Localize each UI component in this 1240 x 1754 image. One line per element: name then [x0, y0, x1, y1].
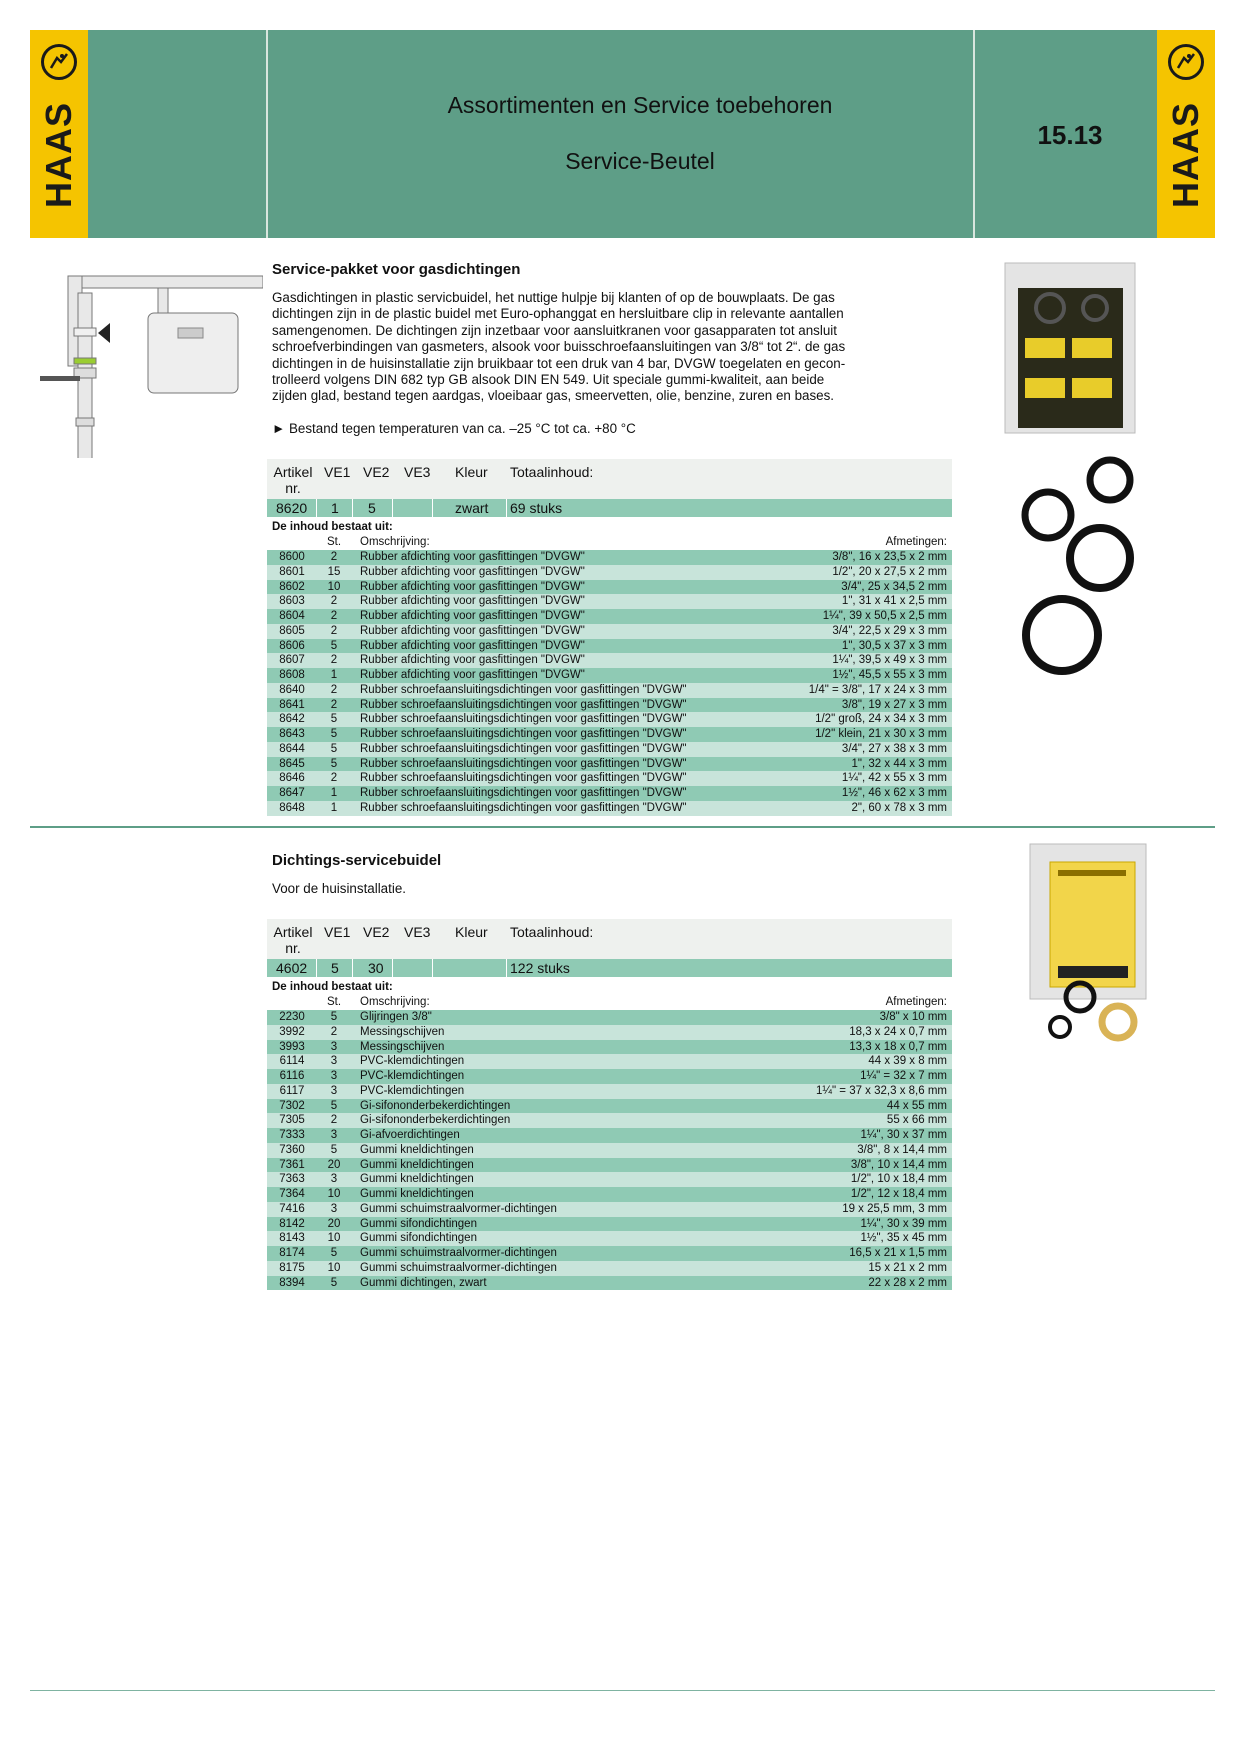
- cell-art: 6114: [279, 1055, 305, 1068]
- cell-desc: Rubber schroefaansluitingsdichtingen voor gasfittingen "DVGW": [360, 713, 687, 726]
- cell-desc: Rubber schroefaansluitingsdichtingen voor gasfittingen "DVGW": [360, 772, 687, 785]
- page-subtitle: Service-Beutel: [565, 148, 715, 174]
- cell-art: 6117: [279, 1084, 305, 1097]
- cell-dim: 1/2", 10 x 18,4 mm: [850, 1173, 947, 1186]
- section2-contents-table: [267, 1010, 952, 1290]
- cell-st: 3: [330, 1129, 338, 1141]
- cell-st: 10: [327, 1261, 341, 1274]
- table-row: [267, 1276, 952, 1291]
- cell-st: 20: [327, 1158, 341, 1171]
- cell-art: 8600: [279, 551, 305, 563]
- cell-art: 8607: [279, 654, 305, 667]
- footer-rule: [30, 1690, 1215, 1691]
- cell-dim: 1¼", 30 x 39 mm: [860, 1217, 947, 1230]
- cell-dim: 3/8", 8 x 14,4 mm: [857, 1143, 947, 1156]
- cell-desc: Rubber afdichting voor gasfittingen "DVGW": [360, 595, 585, 608]
- cell-st: 5: [330, 639, 338, 652]
- table-row: [267, 1158, 952, 1173]
- cell-dim: 3/4", 27 x 38 x 3 mm: [841, 742, 947, 755]
- cell-desc: Rubber afdichting voor gasfittingen "DVGW": [360, 551, 585, 563]
- cell-desc: Gummi schuimstraalvormer-dichtingen: [360, 1261, 557, 1274]
- cell-dim: 55 x 66 mm: [886, 1114, 947, 1127]
- cell-dim: 44 x 55 mm: [886, 1099, 947, 1112]
- cell-dim: 1/2", 12 x 18,4 mm: [850, 1188, 947, 1200]
- cell-dim: 22 x 28 x 2 mm: [868, 1276, 947, 1289]
- page-header: [30, 30, 1215, 238]
- cell-st: 2: [330, 1114, 338, 1127]
- cell-dim: 1½", 45,5 x 55 x 3 mm: [832, 669, 947, 681]
- cell-desc: Rubber schroefaansluitingsdichtingen voor gasfittingen "DVGW": [360, 728, 687, 740]
- section1-description: Gasdichtingen in plastic servicbuidel, het nuttige hulpje bij klanten of op de bouwplaats. De gas dichtingen zijn in de plastic buidel met Euro-ophanggat en hersluitbare clip in relevante aantallen samengenomen. De dichtingen zijn inzetbaar voor aansluitkranen voor gasapparaten tot ansluit schroefverbindingen van gasmeters, alsook voor buisschroefaansluitingen van 3/8“ tot 2“. de gas dichtingen in de huisinstallatie zijn bruikbaar tot een druk van 4 bar, DVGW toegelaten en gecon- trolleerd volgens DIN 682 typ GB alsook DIN EN 549. Uit speciale gummi-kwaliteit, aan beide zijden glad, bestand tegen aardgas, vloeibaar gas, smeervetten, olie, benzine, zuren en bases.: [272, 290, 846, 404]
- cell-dim: 1/2", 20 x 27,5 x 2 mm: [832, 565, 947, 578]
- cell-st: 5: [330, 728, 338, 740]
- table-row: [267, 786, 952, 801]
- cell-st: 2: [330, 698, 338, 711]
- table-row: [267, 1010, 952, 1025]
- service-bag-image: [1028, 842, 1148, 1052]
- table-row: [267, 1202, 952, 1217]
- cell-dim: 3/8" x 10 mm: [879, 1011, 947, 1023]
- cell-art: 8603: [279, 595, 305, 608]
- cell-dim: 3/4", 25 x 34,5 2 mm: [841, 580, 947, 593]
- table-row: [267, 1128, 952, 1143]
- section-divider: [30, 826, 1215, 828]
- cell-art: 8142: [279, 1217, 305, 1230]
- cell-desc: Rubber afdichting voor gasfittingen "DVGW": [360, 565, 585, 578]
- gas-seal-bag-image: [1000, 258, 1140, 438]
- cell-art: 3993: [279, 1040, 305, 1053]
- cell-st: 2: [330, 772, 338, 785]
- cell-desc: Gummi kneldichtingen: [360, 1188, 474, 1200]
- cell-dim: 1/2" groß, 24 x 34 x 3 mm: [815, 713, 947, 726]
- cell-art: 8643: [279, 728, 305, 740]
- cell-art: 7363: [279, 1173, 305, 1186]
- cell-dim: 1/4" = 3/8", 17 x 24 x 3 mm: [808, 683, 947, 696]
- table-row: [267, 1261, 952, 1276]
- cell-dim: 1/2" klein, 21 x 30 x 3 mm: [815, 728, 947, 740]
- section2-description: Voor de huisinstallatie.: [272, 881, 406, 896]
- table-row: [267, 624, 952, 639]
- cell-art: 8605: [279, 624, 305, 637]
- cell-art: 8644: [279, 742, 305, 755]
- table-row: [267, 1172, 952, 1187]
- logo-text: HAAS: [38, 101, 79, 208]
- cell-dim: 3/8", 10 x 14,4 mm: [850, 1158, 947, 1171]
- cell-dim: 1¼" = 32 x 7 mm: [860, 1070, 947, 1082]
- cell-dim: 1", 31 x 41 x 2,5 mm: [841, 595, 947, 608]
- cell-desc: Glijringen 3/8": [360, 1011, 432, 1023]
- table-row: [267, 1187, 952, 1202]
- cell-desc: Rubber schroefaansluitingsdichtingen voor gasfittingen "DVGW": [360, 698, 687, 711]
- cell-dim: 1½", 35 x 45 mm: [860, 1232, 947, 1245]
- page-number: 15.13: [1037, 120, 1103, 150]
- cell-desc: Gi-afvoerdichtingen: [360, 1129, 460, 1141]
- cell-desc: Messingschijven: [360, 1040, 445, 1053]
- cell-st: 3: [330, 1084, 338, 1097]
- cell-st: 20: [327, 1217, 341, 1230]
- cell-dim: 1½", 46 x 62 x 3 mm: [841, 787, 947, 799]
- cell-art: 7361: [279, 1158, 305, 1171]
- section1-article-row: 8620 1 5 zwart 69 stuks: [267, 499, 952, 517]
- cell-st: 10: [327, 1232, 341, 1245]
- table-row: [267, 594, 952, 609]
- section1-column-headers: St. Omschrijving: Afmetingen:: [327, 536, 947, 548]
- cell-desc: Gummi sifondichtingen: [360, 1217, 477, 1230]
- cell-art: 8645: [279, 757, 305, 770]
- cell-art: 7302: [279, 1099, 305, 1112]
- table-row: [267, 1084, 952, 1099]
- table-row: [267, 1040, 952, 1055]
- section1-contents-table: [267, 550, 952, 816]
- cell-desc: Gi-sifononderbekerdichtingen: [360, 1114, 511, 1127]
- cell-st: 2: [330, 624, 338, 637]
- table-row: [267, 609, 952, 624]
- cell-st: 2: [330, 683, 338, 696]
- cell-desc: Rubber afdichting voor gasfittingen "DVGW": [360, 654, 585, 667]
- rubber-rings-image: [1010, 450, 1140, 680]
- cell-art: 8604: [279, 610, 305, 622]
- cell-desc: PVC-klemdichtingen: [360, 1055, 465, 1068]
- table-row: [267, 580, 952, 595]
- section2-article-header: Artikel nr. VE1 VE2 VE3 Kleur Totaalinhoud:: [267, 919, 952, 961]
- logo-emblem-icon: [1168, 44, 1204, 80]
- cell-art: 8394: [279, 1276, 305, 1289]
- cell-desc: Gummi kneldichtingen: [360, 1173, 474, 1186]
- cell-st: 3: [330, 1040, 338, 1053]
- cell-desc: Rubber afdichting voor gasfittingen "DVGW": [360, 580, 585, 593]
- table-row: [267, 771, 952, 786]
- table-row: [267, 757, 952, 772]
- cell-art: 8143: [279, 1232, 305, 1245]
- cell-dim: 16,5 x 21 x 1,5 mm: [849, 1247, 947, 1259]
- cell-st: 3: [330, 1070, 338, 1082]
- table-row: [267, 1143, 952, 1158]
- table-row: [267, 742, 952, 757]
- cell-desc: PVC-klemdichtingen: [360, 1084, 465, 1097]
- cell-art: 8601: [279, 565, 305, 578]
- section2-article-row: 4602 5 30 122 stuks: [267, 959, 952, 977]
- cell-dim: 1¼", 39,5 x 49 x 3 mm: [832, 654, 947, 667]
- table-row: [267, 698, 952, 713]
- cell-art: 8606: [279, 639, 305, 652]
- cell-art: 8641: [279, 698, 305, 711]
- cell-st: 10: [327, 1188, 341, 1200]
- cell-st: 5: [330, 742, 338, 755]
- cell-st: 2: [330, 551, 338, 563]
- cell-desc: Rubber afdichting voor gasfittingen "DVGW": [360, 639, 585, 652]
- table-row: [267, 550, 952, 565]
- cell-st: 10: [327, 580, 341, 593]
- section2-contents-label: De inhoud bestaat uit:: [272, 981, 393, 993]
- section1-contents-label: De inhoud bestaat uit:: [272, 521, 393, 533]
- section1-title: Service-pakket voor gasdichtingen: [272, 261, 521, 278]
- cell-desc: Rubber afdichting voor gasfittingen "DVGW": [360, 669, 585, 681]
- table-row: [267, 683, 952, 698]
- cell-dim: 13,3 x 18 x 0,7 mm: [849, 1040, 947, 1053]
- table-row: [267, 565, 952, 580]
- cell-art: 8175: [279, 1261, 305, 1274]
- cell-art: 7305: [279, 1114, 305, 1127]
- cell-art: 7333: [279, 1129, 305, 1141]
- cell-desc: Rubber schroefaansluitingsdichtingen voor gasfittingen "DVGW": [360, 757, 687, 770]
- cell-desc: Rubber afdichting voor gasfittingen "DVGW": [360, 610, 585, 622]
- cell-st: 1: [330, 787, 338, 799]
- cell-st: 5: [330, 1247, 338, 1259]
- cell-dim: 3/4", 22,5 x 29 x 3 mm: [832, 624, 947, 637]
- cell-st: 2: [330, 595, 338, 608]
- gas-meter-diagram-image: [38, 268, 263, 458]
- haas-logo-right: [1157, 30, 1215, 238]
- table-row: [267, 1054, 952, 1069]
- cell-art: 3992: [279, 1025, 305, 1038]
- cell-dim: 18,3 x 24 x 0,7 mm: [849, 1025, 947, 1038]
- section2-column-headers: St. Omschrijving: Afmetingen:: [327, 996, 947, 1008]
- cell-art: 7416: [279, 1202, 305, 1215]
- cell-st: 5: [330, 713, 338, 726]
- logo-text: HAAS: [1165, 101, 1206, 208]
- cell-desc: Rubber schroefaansluitingsdichtingen voor gasfittingen "DVGW": [360, 683, 687, 696]
- cell-art: 8648: [279, 801, 305, 814]
- cell-st: 5: [330, 1276, 338, 1289]
- cell-dim: 3/8", 16 x 23,5 x 2 mm: [832, 551, 947, 563]
- cell-art: 2230: [279, 1011, 305, 1023]
- cell-art: 7360: [279, 1143, 305, 1156]
- cell-desc: Rubber afdichting voor gasfittingen "DVGW": [360, 624, 585, 637]
- haas-logo-left: [30, 30, 88, 238]
- cell-dim: 1¼", 30 x 37 mm: [860, 1129, 947, 1141]
- cell-desc: PVC-klemdichtingen: [360, 1070, 465, 1082]
- cell-desc: Gummi schuimstraalvormer-dichtingen: [360, 1247, 557, 1259]
- cell-desc: Messingschijven: [360, 1025, 445, 1038]
- cell-desc: Gummi dichtingen, zwart: [360, 1276, 487, 1289]
- table-row: [267, 639, 952, 654]
- cell-art: 8602: [279, 580, 305, 593]
- cell-st: 2: [330, 1025, 338, 1038]
- cell-dim: 1¼" = 37 x 32,3 x 8,6 mm: [816, 1084, 947, 1097]
- cell-dim: 1¼", 42 x 55 x 3 mm: [841, 772, 947, 785]
- cell-st: 15: [327, 565, 341, 578]
- cell-st: 1: [330, 669, 338, 681]
- table-row: [267, 1025, 952, 1040]
- table-row: [267, 1217, 952, 1232]
- cell-desc: Rubber schroefaansluitingsdichtingen voor gasfittingen "DVGW": [360, 787, 687, 799]
- cell-desc: Gummi sifondichtingen: [360, 1232, 477, 1245]
- cell-dim: 15 x 21 x 2 mm: [868, 1261, 947, 1274]
- cell-st: 5: [330, 1011, 338, 1023]
- table-row: [267, 1231, 952, 1246]
- cell-dim: 44 x 39 x 8 mm: [868, 1055, 947, 1068]
- cell-st: 3: [330, 1055, 338, 1068]
- cell-st: 3: [330, 1202, 338, 1215]
- cell-art: 8640: [279, 683, 305, 696]
- cell-dim: 1¼", 39 x 50,5 x 2,5 mm: [822, 610, 947, 622]
- cell-dim: 1", 30,5 x 37 x 3 mm: [841, 639, 947, 652]
- cell-desc: Gummi kneldichtingen: [360, 1158, 474, 1171]
- cell-st: 2: [330, 610, 338, 622]
- table-row: [267, 1246, 952, 1261]
- page-title: Assortimenten en Service toebehoren: [447, 92, 833, 118]
- cell-st: 2: [330, 654, 338, 667]
- cell-art: 8647: [279, 787, 305, 799]
- cell-dim: 1", 32 x 44 x 3 mm: [851, 757, 947, 770]
- cell-dim: 2", 60 x 78 x 3 mm: [851, 801, 947, 814]
- cell-desc: Rubber schroefaansluitingsdichtingen voor gasfittingen "DVGW": [360, 742, 687, 755]
- cell-desc: Gi-sifononderbekerdichtingen: [360, 1099, 511, 1112]
- cell-desc: Rubber schroefaansluitingsdichtingen voor gasfittingen "DVGW": [360, 801, 687, 814]
- cell-dim: 19 x 25,5 mm, 3 mm: [842, 1202, 947, 1215]
- cell-st: 5: [330, 1143, 338, 1156]
- cell-desc: Gummi schuimstraalvormer-dichtingen: [360, 1202, 557, 1215]
- logo-emblem-icon: [41, 44, 77, 80]
- cell-art: 7364: [279, 1188, 305, 1200]
- table-row: [267, 801, 952, 816]
- section1-article-header: Artikel nr. VE1 VE2 VE3 Kleur Totaalinhoud:: [267, 459, 952, 501]
- cell-st: 3: [330, 1173, 338, 1186]
- cell-dim: 3/8", 19 x 27 x 3 mm: [841, 698, 947, 711]
- table-row: [267, 1069, 952, 1084]
- table-row: [267, 668, 952, 683]
- table-row: [267, 653, 952, 668]
- table-row: [267, 712, 952, 727]
- section1-bullet: ► Bestand tegen temperaturen van ca. –25 °C tot ca. +80 °C: [272, 421, 636, 436]
- table-row: [267, 727, 952, 742]
- cell-art: 8646: [279, 772, 305, 785]
- cell-st: 5: [330, 1099, 338, 1112]
- cell-art: 8642: [279, 713, 305, 726]
- table-row: [267, 1099, 952, 1114]
- cell-art: 8174: [279, 1247, 305, 1259]
- cell-desc: Gummi kneldichtingen: [360, 1143, 474, 1156]
- cell-st: 1: [330, 801, 338, 814]
- cell-art: 6116: [279, 1070, 305, 1082]
- section2-title: Dichtings-servicebuidel: [272, 852, 442, 869]
- cell-st: 5: [330, 757, 338, 770]
- table-row: [267, 1113, 952, 1128]
- cell-art: 8608: [279, 669, 305, 681]
